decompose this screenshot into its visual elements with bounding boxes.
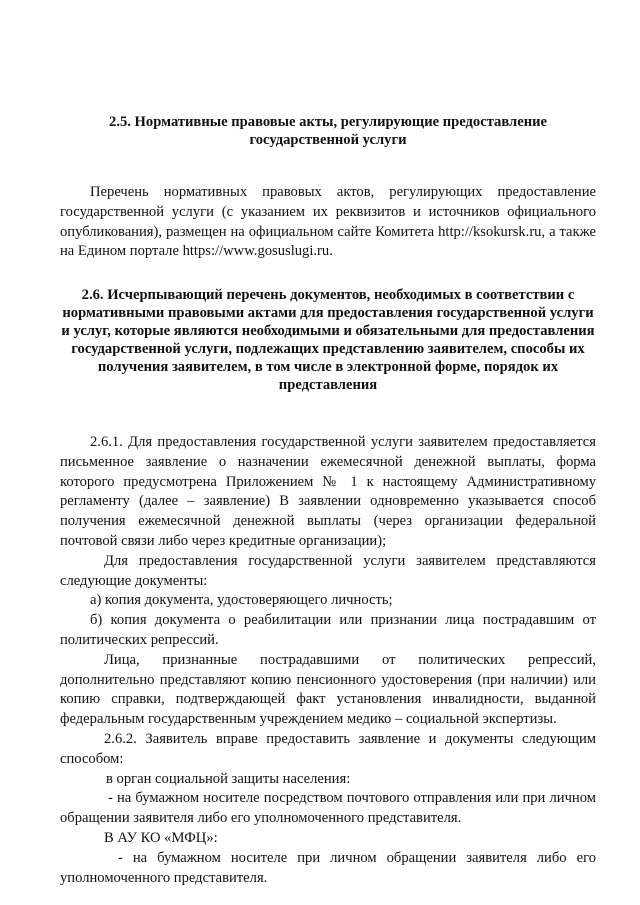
paragraph-social-protection: в орган социальной защиты населения:	[106, 770, 351, 787]
paragraph-repressed-persons: Лица, признанные пострадавшими от политических репрессий, дополнительно представляют копию пенсионного удостоверения (при наличии) или копию справки, подтверждающей факт установления инвалидности, выданной федеральным государственным учреждением медико – социальной экспертизы.	[60, 651, 596, 728]
paragraph-2-6-1: 2.6.1. Для предоставления государственной услуги заявителем предоставляется письменное заявление о назначении ежемесячной денежной выплаты, форма которого предусмотрена Приложением № 1 к настоящему Административному регламенту (далее – заявление) В заявлении одновременно указывается способ получения ежемесячной денежной выплаты (через организации федеральной почтовой связи либо через кредитные организации);	[60, 434, 596, 549]
document-page	[60, 0, 596, 905]
paragraph-mfc: В АУ КО «МФЦ»:	[104, 829, 218, 846]
list-item-a: а) копия документа, удостоверяющего личность;	[90, 592, 393, 609]
paragraph-paper-personal: - на бумажном носителе при личном обращении заявителя либо его уполномоченного представителя.	[60, 849, 596, 886]
section-2-6-heading: 2.6. Исчерпывающий перечень документов, необходимых в соответствии с нормативными правовыми актами для предоставления государственной услуги и услуг, которые являются необходимыми и обязательными для предоставления государственной услуги, подлежащих представлению заявителем, способы их получения заявителем, в том числе в электронной форме, порядок их представления	[61, 287, 595, 393]
section-2-6-body	[60, 433, 596, 888]
paragraph-documents-intro: Для предоставления государственной услуги заявителем представляются следующие документы:	[60, 552, 596, 589]
section-2-5-heading: 2.5. Нормативные правовые акты, регулирующие предоставление государственной услуги	[109, 114, 547, 148]
paragraph-2-6-2: 2.6.2. Заявитель вправе предоставить заявление и документы следующим способом:	[60, 730, 596, 767]
list-item-b: б) копия документа о реабилитации или признании лица пострадавшим от политических репрессий.	[60, 612, 596, 648]
paragraph-paper-mail: - на бумажном носителе посредством почтового отправления или при личном обращении заявителя либо его уполномоченного представителя.	[60, 790, 596, 827]
section-2-5-paragraph: Перечень нормативных правовых актов, регулирующих предоставление государственной услуги (с указанием их реквизитов и источников официального опубликования), размещен на официальном сайте Комитета http://ksokursk.ru, а также на Едином портале https://www.gosuslugi.ru.	[60, 184, 596, 260]
